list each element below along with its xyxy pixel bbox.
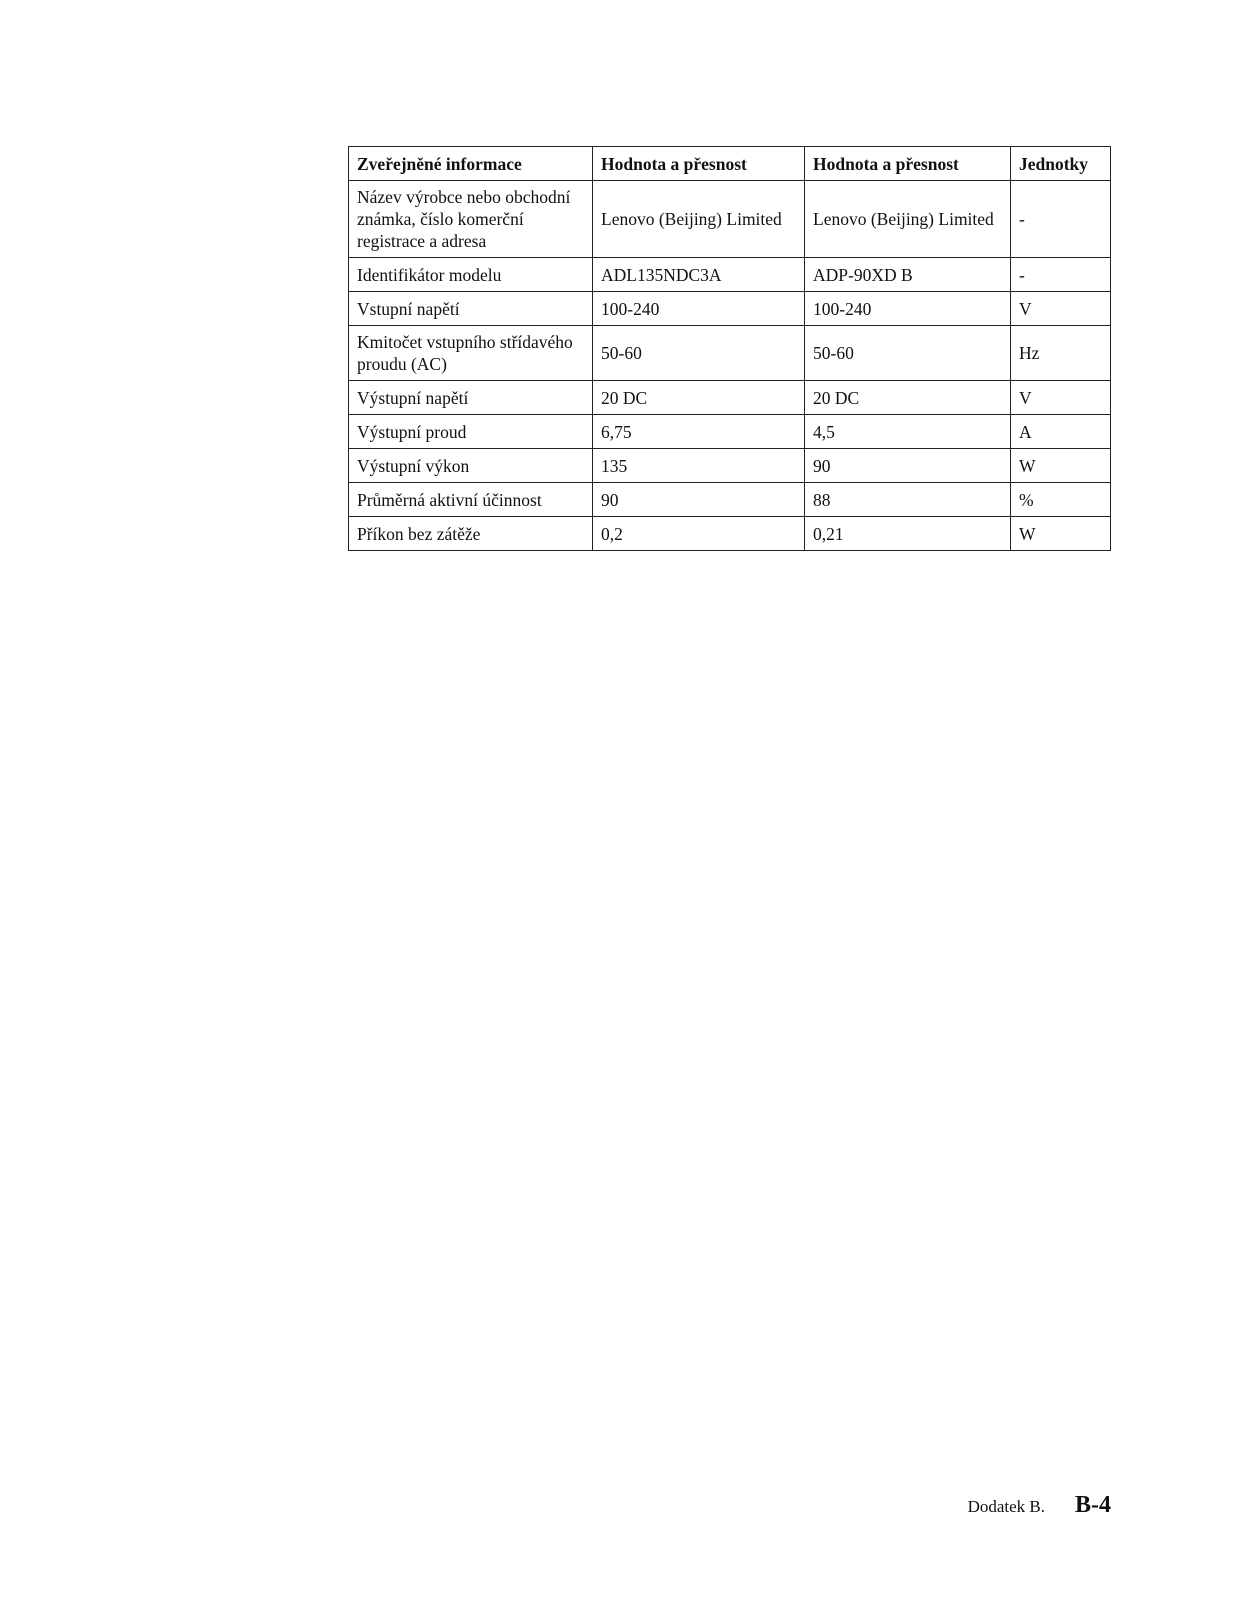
row-value-2: 88 xyxy=(805,483,1011,517)
row-unit: W xyxy=(1011,517,1111,551)
header-disclosed-info: Zveřejněné informace xyxy=(349,147,593,181)
row-value-2: 100-240 xyxy=(805,292,1011,326)
row-unit: V xyxy=(1011,381,1111,415)
row-label: Průměrná aktivní účinnost xyxy=(349,483,593,517)
table-row xyxy=(349,449,1111,483)
page-number: B-4 xyxy=(1075,1492,1111,1518)
table-header-row xyxy=(349,147,1111,181)
row-label: Výstupní napětí xyxy=(349,381,593,415)
table-row xyxy=(349,181,1111,258)
row-label: Identifikátor modelu xyxy=(349,258,593,292)
appendix-label: Dodatek B. xyxy=(967,1497,1045,1516)
row-label: Výstupní proud xyxy=(349,415,593,449)
row-label: Kmitočet vstupního střídavého proudu (AC) xyxy=(349,326,593,381)
page-footer xyxy=(968,1492,1111,1519)
row-value-1: 0,2 xyxy=(593,517,805,551)
row-value-2: 0,21 xyxy=(805,517,1011,551)
row-label: Výstupní výkon xyxy=(349,449,593,483)
table-row xyxy=(349,258,1111,292)
row-unit: A xyxy=(1011,415,1111,449)
row-label: Vstupní napětí xyxy=(349,292,593,326)
row-value-2: 50-60 xyxy=(805,326,1011,381)
table-row xyxy=(349,517,1111,551)
row-unit: - xyxy=(1011,181,1111,258)
row-value-1: 90 xyxy=(593,483,805,517)
header-value-accuracy-2: Hodnota a přesnost xyxy=(805,147,1011,181)
table-row xyxy=(349,381,1111,415)
row-value-1: ADL135NDC3A xyxy=(593,258,805,292)
row-value-2: Lenovo (Beijing) Limited xyxy=(805,181,1011,258)
row-value-2: ADP-90XD B xyxy=(805,258,1011,292)
row-value-1: Lenovo (Beijing) Limited xyxy=(593,181,805,258)
table-row xyxy=(349,292,1111,326)
row-unit: Hz xyxy=(1011,326,1111,381)
row-label: Název výrobce nebo obchodní známka, číslo komerční registrace a adresa xyxy=(349,181,593,258)
row-value-2: 4,5 xyxy=(805,415,1011,449)
row-value-1: 6,75 xyxy=(593,415,805,449)
header-value-accuracy-1: Hodnota a přesnost xyxy=(593,147,805,181)
row-value-2: 20 DC xyxy=(805,381,1011,415)
row-value-1: 135 xyxy=(593,449,805,483)
table-row xyxy=(349,326,1111,381)
row-value-1: 20 DC xyxy=(593,381,805,415)
table-row xyxy=(349,415,1111,449)
row-unit: % xyxy=(1011,483,1111,517)
row-value-1: 50-60 xyxy=(593,326,805,381)
row-value-1: 100-240 xyxy=(593,292,805,326)
table-row xyxy=(349,483,1111,517)
row-value-2: 90 xyxy=(805,449,1011,483)
row-unit: W xyxy=(1011,449,1111,483)
row-unit: - xyxy=(1011,258,1111,292)
specification-table xyxy=(348,146,1111,551)
row-unit: V xyxy=(1011,292,1111,326)
header-units: Jednotky xyxy=(1011,147,1111,181)
row-label: Příkon bez zátěže xyxy=(349,517,593,551)
